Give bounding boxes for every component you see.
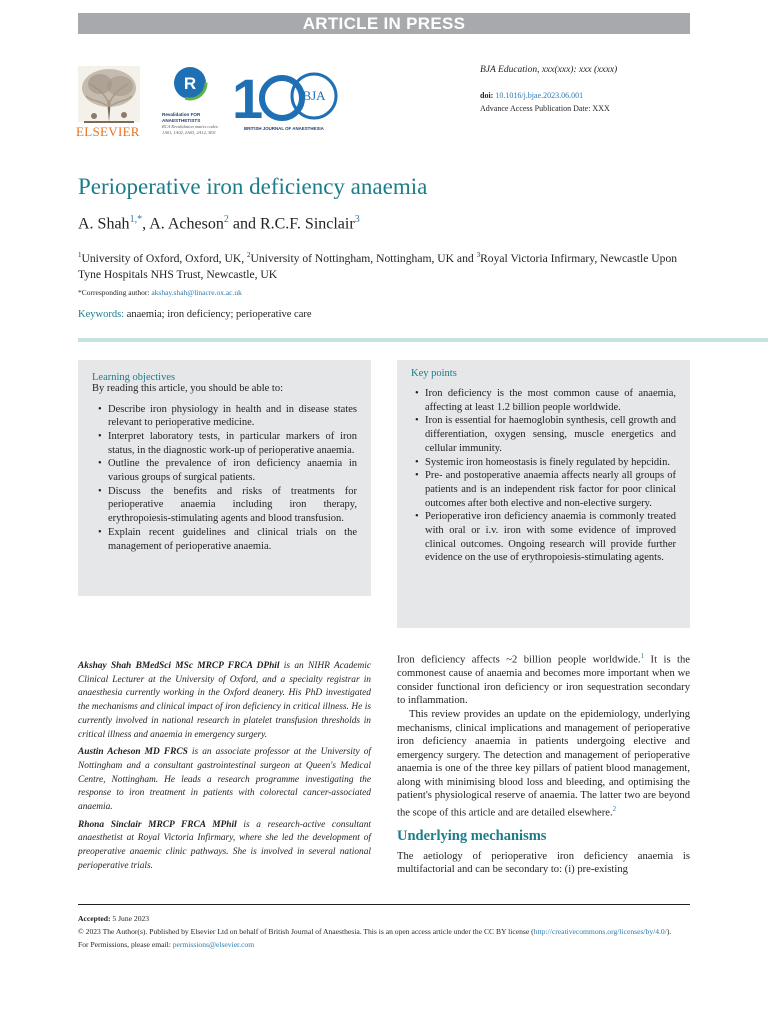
author-biographies (78, 660, 371, 878)
key-point-item: • Systemic iron homeostasis is finely regulated by hepcidin. (415, 456, 676, 470)
affiliations: $^1$University of Oxford, Oxford, UK, $^2$University of Nottingham, Nottingham, UK and $^3$Royal Victoria Infirmary, Newcastle Upon Tyne Hospitals NHS Trust, Newcastle, UK (78, 251, 678, 281)
key-points-box (397, 360, 690, 628)
author-bio (78, 746, 371, 815)
permissions-email-link[interactable]: permissions@elsevier.com (172, 940, 255, 949)
learning-objectives-box (78, 360, 371, 596)
accepted-value: 5 June 2023 (110, 914, 150, 923)
bio-name: Akshay Shah BMedSci MSc MRCP FRCA DPhil (78, 661, 280, 671)
bja-100-icon (232, 68, 342, 122)
keywords-list: anaemia; iron deficiency; perioperative care (126, 309, 312, 320)
body-paragraph (397, 650, 690, 708)
author-affil-ref[interactable]: 3 (354, 214, 360, 225)
reference-link[interactable]: 1 (640, 652, 645, 660)
license-statement (78, 925, 690, 938)
revalidation-r-icon (162, 66, 222, 108)
article-in-press-banner: ARTICLE IN PRESS (78, 13, 690, 34)
author-list (78, 214, 360, 233)
body-paragraph: The aetiology of perioperative iron deficiency anaemia is multifactorial and can be secondary to: (i) pre-existing (397, 850, 690, 876)
doi-link[interactable]: 10.1016/j.bjae.2023.06.001 (495, 91, 584, 100)
footer-rule (78, 904, 690, 905)
bja-centenary-logo (232, 68, 342, 132)
bio-text: is an associate professor at the University of Nottingham and a consultant gastrointestinal surgeon at Queen's Medical Centre, Nottingham. He leads a research programme investigating the response to iron treatment in patients with colorectal cancer-associated anaemia. (78, 747, 372, 813)
body-paragraph (397, 708, 690, 820)
body-text: Iron deficiency affects ~2 billion people worldwide. (397, 654, 641, 666)
author-separator: and (228, 215, 260, 233)
license-text: © 2023 The Author(s). Published by Elsevier Ltd on behalf of British Journal of Anaesthesia. This is an open access article under the CC BY license ( (78, 927, 534, 936)
corresponding-email-link[interactable]: akshay.shah@linacre.ox.ac.uk (151, 288, 242, 297)
permissions-label: For Permissions, please email: (78, 940, 173, 949)
bio-text: is a research-active consultant anaesthetist at Royal Victoria Infirmary, where she led the development of preoperative anaemic clinic pathways. She is involved in several national perioperative trials. (78, 819, 371, 871)
elsevier-wordmark: ELSEVIER (76, 124, 140, 139)
revalidation-label: Revalidation FOR ANAESTHETISTS (162, 112, 201, 123)
bja-label: BRITISH JOURNAL OF ANAESTHESIA (244, 126, 324, 131)
key-point-item: • Iron is essential for haemoglobin synthesis, cell growth and differentiation, oxygen sensing, muscle energetics and cellular immunity. (415, 414, 676, 455)
svg-text:1: 1 (232, 68, 264, 122)
author-affil-ref[interactable]: 1,* (129, 214, 143, 225)
author-bio (78, 660, 371, 742)
author-bio (78, 819, 371, 874)
revalidation-codes: RCA Revalidation matrix codes: 1A01, 1A02, 2A03, 2A12, 3I01 (162, 124, 219, 135)
doi-line (480, 91, 583, 100)
learning-objectives-title: Learning objectives (92, 372, 176, 383)
accepted-label: Accepted: (78, 914, 111, 923)
section-divider (78, 338, 768, 342)
affiliation-3: Royal Victoria Infirmary, Newcastle Upon Tyne Hospitals NHS Trust, Newcastle, UK (78, 251, 678, 281)
article-title: Perioperative iron deficiency anaemia (78, 174, 428, 199)
doi-label: doi: (480, 91, 494, 100)
reference-link[interactable]: 2 (612, 805, 617, 814)
author-name: R.C.F. Sinclair (259, 215, 355, 233)
key-points-title: Key points (411, 368, 457, 379)
author-name: A. Shah (78, 215, 130, 233)
revalidation-logo (162, 66, 222, 142)
article-body (397, 650, 690, 877)
learning-objective-item: • Interpret laboratory tests, in particular markers of iron status, in the diagnostic work-up of perioperative anaemia. (98, 430, 357, 457)
keywords (78, 309, 312, 320)
key-point-item: • Iron deficiency is the most common cause of anaemia, affecting at least 1.2 billion people worldwide. (415, 387, 676, 414)
author-affil-ref[interactable]: 2 (223, 214, 229, 225)
body-text: It is the commonest cause of anaemia and becomes more important when we consider functional iron deficiency or iron sequestration secondary to inflammation. (397, 654, 690, 707)
affiliation-2: University of Nottingham, Nottingham, UK and (250, 251, 477, 265)
corresponding-author (78, 288, 242, 297)
accepted-date (78, 912, 690, 925)
learning-objectives-intro: By reading this article, you should be able to: (92, 383, 283, 394)
bio-name: Rhona Sinclair MRCP FRCA MPhil (78, 819, 237, 830)
article-footer (78, 912, 690, 951)
learning-objective-item: • Explain recent guidelines and clinical trials on the management of perioperative anaemia. (98, 526, 357, 553)
permissions-line (78, 938, 690, 951)
learning-objective-item: • Describe iron physiology in health and in disease states relevant to perioperative medicine. (98, 403, 357, 430)
key-point-item: • Pre- and postoperative anaemia affects nearly all groups of patients and is an independent risk factor for poor clinical outcomes after both elective and non-elective surgery. (415, 469, 676, 510)
learning-objective-item: • Outline the prevalence of iron deficiency anaemia in various groups of surgical patients. (98, 457, 357, 484)
body-text: This review provides an update on the epidemiology, underlying mechanisms, clinical implications and management of perioperative iron deficiency anaemia in patients undergoing elective and emergency surgery. The detection and management of perioperative anaemia is one of the three key pillars of patient blood management, along with minimising blood loss and bleeding, and optimising the patient's physiological reserve of anaemia. The latter two are beyond the scope of this article and are detailed elsewhere. (397, 708, 690, 819)
svg-text:R: R (183, 74, 197, 93)
author-separator: , (142, 215, 150, 233)
section-heading: Underlying mechanisms (397, 828, 547, 845)
advance-access-date: Advance Access Publication Date: XXX (480, 104, 610, 113)
license-text-end: ). (666, 927, 672, 936)
journal-citation: BJA Education, xxx(xxx): xxx (xxxx) (480, 65, 618, 75)
keywords-label: Keywords: (78, 309, 125, 320)
bja-mark: BJA (302, 88, 326, 103)
learning-objective-item: • Discuss the benefits and risks of treatments for perioperative anaemia including iron therapy, erythropoiesis-stimulating agents and blood transfusion. (98, 485, 357, 526)
corresponding-label: *Corresponding author: (78, 288, 152, 297)
license-link[interactable]: http://creativecommons.org/licenses/by/4.0/ (533, 927, 667, 936)
affiliation-1: University of Oxford, Oxford, UK, (81, 251, 248, 265)
key-point-item: • Perioperative iron deficiency anaemia is commonly treated with oral or i.v. iron with some evidence of improved clinical outcomes. Ongoing research will provide further evidence on the use of erythropoiesis-stimulating agents. (415, 510, 676, 565)
author-name: A. Acheson (149, 215, 224, 233)
bio-text: is an NIHR Academic Clinical Lecturer at the University of Oxford, and a specialty registrar in anaesthesia currently working in the Oxford deanery. His PhD investigated the mechanisms and clinical impact of iron deficiency in critical illness. He is currently involved in national research in platelet transfusion thresholds in critical illness and anaemia in emergency surgery. (78, 661, 371, 740)
bio-name: Austin Acheson MD FRCS (78, 747, 188, 758)
